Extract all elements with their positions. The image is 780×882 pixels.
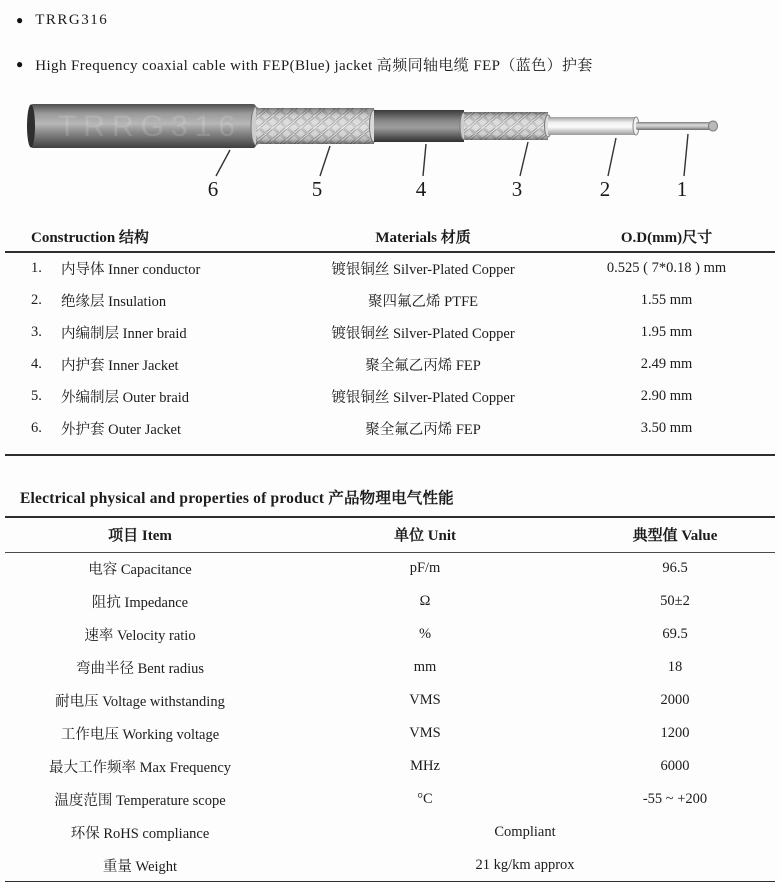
property-value: 96.5 xyxy=(662,560,688,577)
property-item: 电容 Capacitance xyxy=(88,562,192,579)
table-row xyxy=(5,783,775,816)
property-value: 69.5 xyxy=(662,626,688,642)
layer-name: 绝缘层 Insulation xyxy=(61,293,167,310)
property-value: 2000 xyxy=(660,692,690,708)
layer-material: 聚全氟乙丙烯 FEP xyxy=(365,421,481,438)
cable-photo xyxy=(0,98,780,208)
table-row xyxy=(5,585,775,618)
table-row xyxy=(5,316,775,348)
callout-line-5 xyxy=(320,146,330,176)
insulation-segment xyxy=(548,117,639,135)
table-row xyxy=(5,348,775,380)
construction-header-row xyxy=(5,222,775,252)
layer-od: 2.90 mm xyxy=(640,387,693,404)
property-unit: % xyxy=(418,626,432,642)
bullet-icon: ● xyxy=(16,13,24,27)
table-row xyxy=(5,717,775,750)
construction-table xyxy=(5,222,775,444)
bullet-icon: ● xyxy=(16,57,24,71)
row-number: 1. xyxy=(31,260,42,276)
construction-header: Construction 结构 xyxy=(5,222,273,252)
layer-material: 镀银铜丝 Silver-Plated Copper xyxy=(331,389,515,406)
product-code-row xyxy=(0,10,780,30)
callout-line-2 xyxy=(608,138,616,176)
table-row xyxy=(5,618,775,651)
item-header: 项目 Item xyxy=(5,517,275,552)
table-row xyxy=(5,552,775,585)
layer-material: 镀银铜丝 Silver-Plated Copper xyxy=(331,325,515,342)
layer-name: 内编制层 Inner braid xyxy=(61,325,187,342)
table-row xyxy=(5,252,775,284)
table-row xyxy=(5,849,775,882)
layer-name: 外编制层 Outer braid xyxy=(61,389,190,406)
outer-jacket-segment xyxy=(27,104,261,148)
callout-label-6: 6 xyxy=(207,177,219,201)
outer-braid-segment xyxy=(256,108,379,144)
product-description: High Frequency coaxial cable with FEP(Blue) jacket 高频同轴电缆 FEP（蓝色）护套 xyxy=(35,57,593,74)
od-header: O.D(mm)尺寸 xyxy=(573,222,775,252)
layer-name: 外护套 Outer Jacket xyxy=(61,421,181,438)
layer-material: 镀银铜丝 Silver-Plated Copper xyxy=(331,262,515,278)
cable-print-watermark: TRRG316 xyxy=(57,110,243,143)
layer-od: 2.49 mm xyxy=(640,355,693,372)
callout-label-5: 5 xyxy=(311,177,323,201)
layer-od: 0.525 ( 7*0.18 ) mm xyxy=(606,260,727,276)
construction-table-block xyxy=(5,222,775,456)
inner-conductor-segment xyxy=(636,121,718,131)
property-item: 速率 Velocity ratio xyxy=(84,628,196,644)
property-item: 温度范围 Temperature scope xyxy=(54,793,226,809)
inner-jacket-segment xyxy=(374,110,468,142)
product-description-row xyxy=(0,54,780,74)
property-item: 弯曲半径 Bent radius xyxy=(75,661,205,677)
property-unit: °C xyxy=(417,791,433,807)
row-number: 4. xyxy=(31,355,42,372)
table-row xyxy=(5,284,775,316)
property-unit: Ω xyxy=(419,593,431,609)
table-row xyxy=(5,750,775,783)
property-item: 环保 RoHS compliance xyxy=(70,826,210,842)
callout-line-6 xyxy=(216,150,230,176)
layer-material: 聚全氟乙丙烯 FEP xyxy=(365,357,481,374)
table-row xyxy=(5,412,775,444)
callout-line-3 xyxy=(520,142,528,176)
table-row xyxy=(5,684,775,717)
row-number: 3. xyxy=(31,323,42,340)
layer-name: 内护套 Inner Jacket xyxy=(61,357,179,374)
property-value: -55 ~ +200 xyxy=(642,791,708,807)
product-code: TRRG316 xyxy=(35,11,109,28)
property-item: 最大工作频率 Max Frequency xyxy=(48,760,232,776)
value-header: 典型值 Value xyxy=(575,517,775,552)
property-value: 1200 xyxy=(660,725,690,741)
table-row xyxy=(5,651,775,684)
row-number: 2. xyxy=(31,291,42,308)
callout-label-1: 1 xyxy=(676,177,688,201)
electrical-section-title: Electrical physical and properties of product 产品物理电气性能 xyxy=(20,490,454,507)
property-value: Compliant xyxy=(494,824,556,840)
layer-od: 1.55 mm xyxy=(640,291,693,308)
property-unit: MHz xyxy=(410,758,440,774)
property-item: 耐电压 Voltage withstanding xyxy=(55,694,225,710)
callout-label-4: 4 xyxy=(415,177,427,201)
property-unit: mm xyxy=(413,659,437,675)
callout-line-1 xyxy=(684,134,688,176)
inner-braid-segment xyxy=(464,112,552,140)
layer-name: 内导体 Inner conductor xyxy=(61,262,201,278)
property-unit: VMS xyxy=(409,692,441,708)
materials-header: Materials 材质 xyxy=(273,222,573,252)
property-value: 21 kg/km approx xyxy=(475,856,575,873)
unit-header: 单位 Unit xyxy=(275,517,575,552)
callout-label-2: 2 xyxy=(599,177,611,201)
row-number: 5. xyxy=(31,387,42,404)
layer-od: 1.95 mm xyxy=(640,323,693,340)
row-number: 6. xyxy=(31,419,42,436)
callout-numbers xyxy=(208,177,688,201)
layer-material: 聚四氟乙烯 PTFE xyxy=(368,293,478,310)
electrical-table xyxy=(5,516,775,882)
property-value: 50±2 xyxy=(660,593,690,609)
layer-od: 3.50 mm xyxy=(640,419,693,436)
table-row xyxy=(5,816,775,849)
electrical-header-row xyxy=(5,517,775,552)
callout-line-4 xyxy=(423,144,426,176)
property-item: 重量 Weight xyxy=(102,858,178,875)
property-item: 阻抗 Impedance xyxy=(91,595,189,611)
property-unit: VMS xyxy=(409,725,441,741)
table-row xyxy=(5,380,775,412)
property-value: 6000 xyxy=(660,758,690,774)
property-item: 工作电压 Working voltage xyxy=(60,727,220,743)
callout-label-3: 3 xyxy=(511,177,523,201)
property-value: 18 xyxy=(667,659,683,675)
property-unit: pF/m xyxy=(409,560,441,577)
